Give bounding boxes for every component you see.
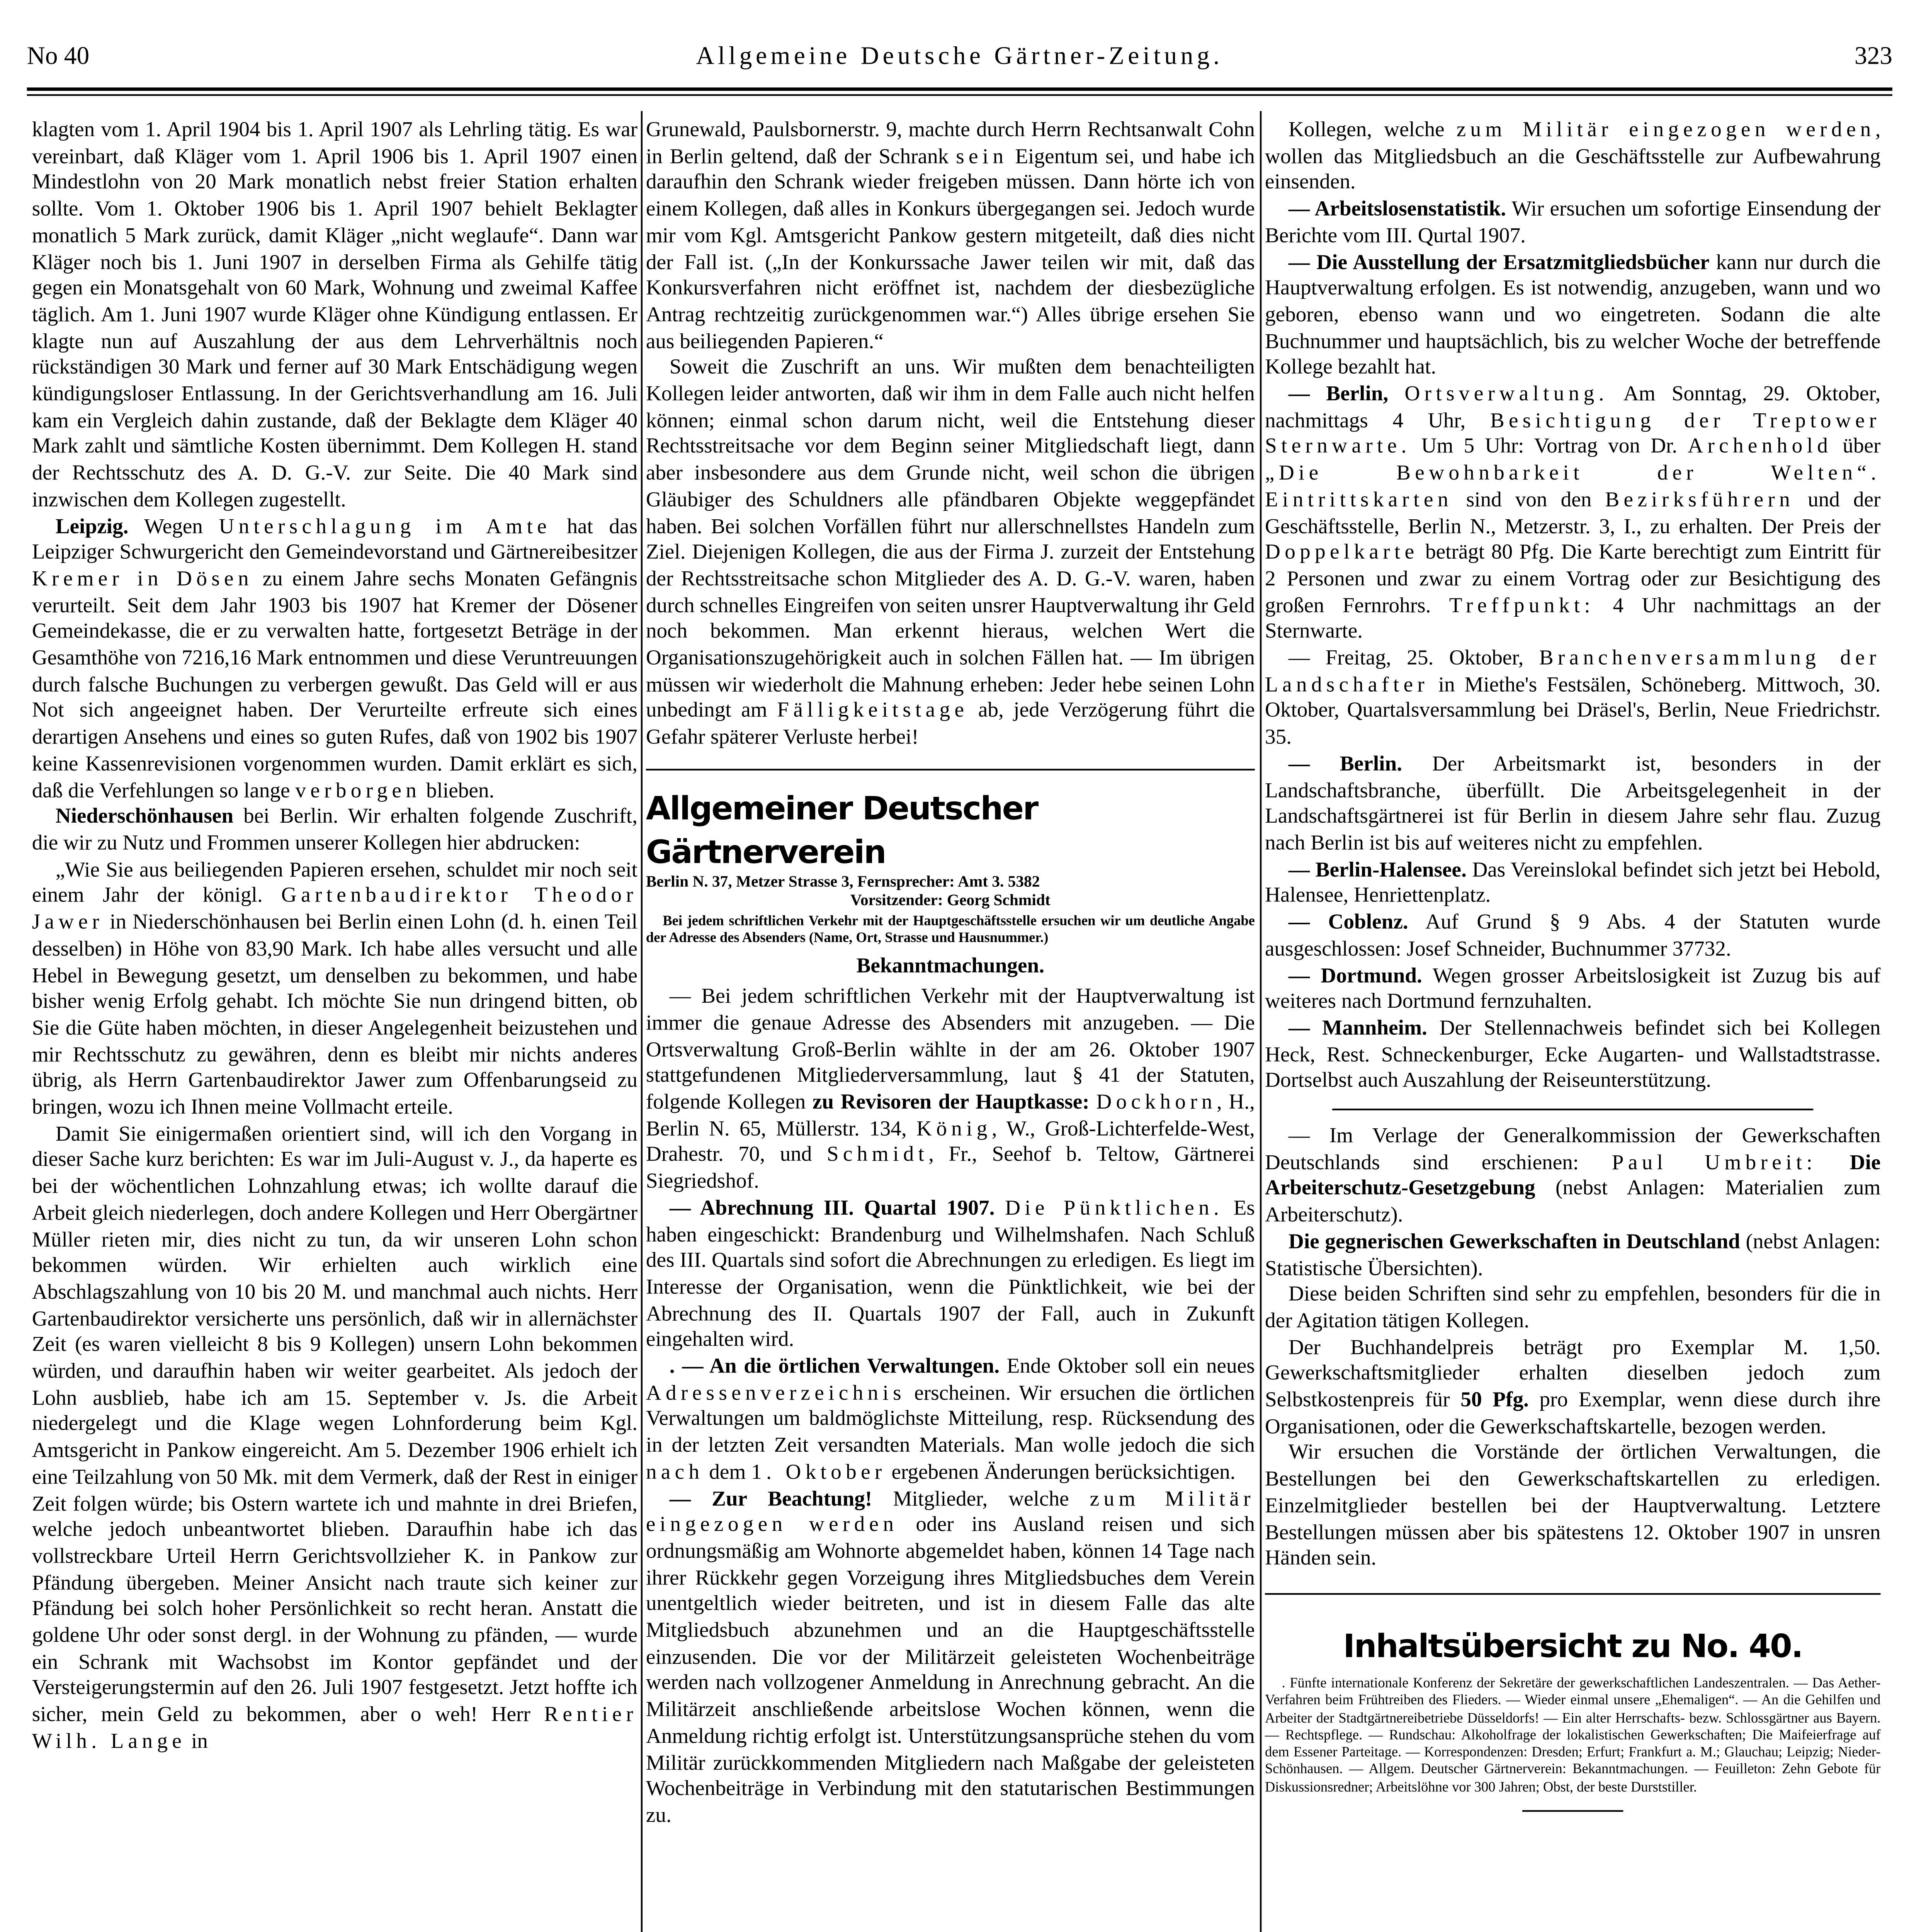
section-rule [1265, 1593, 1880, 1595]
bold-text: — Zur Beachtung! [669, 1486, 872, 1510]
column-2 [646, 118, 1255, 1830]
letter-quote-2 [32, 1122, 637, 1756]
note-berlin-arbeitsmarkt [1265, 752, 1880, 857]
spaced-text: Branchenversammlung der Landschafter [1265, 646, 1881, 696]
end-rule [1522, 1810, 1623, 1812]
spaced-text: Archenhold [1688, 435, 1833, 459]
association-title: Allgemeiner Deutscher Gärtnerverein [646, 790, 1038, 871]
announcement-verwaltungen [646, 1354, 1255, 1486]
text-run: Der Arbeitsmarkt ist, besonders in der Landschaftsbranche, überfüllt. Die Arbeitsgelegenheit in der Landschaftsgärtnerei ist für Berlin in diesem Jahre sehr flau. Zuzug nach Berlin ist bis auf weiteres nicht zu empfehlen. [1265, 752, 1881, 855]
spaced-text: Treffpunkt: [1449, 593, 1595, 617]
text-run: Grunewald, Paulsbornerstr. 9, machte durch Herrn Rechtsanwalt Cohn in Berlin geltend, daß der Schrank [646, 117, 1255, 168]
text-run: hat das Leipziger Schwurgericht den Gemeindevorstand und Gärtnereibesitzer [32, 514, 638, 564]
spaced-text: „Die Bewohnbarkeit der Welten“. [1265, 461, 1881, 485]
bold-text: Die gegnerischen Gewerkschaften in Deutschland [1288, 1229, 1740, 1253]
spaced-text: Bezirksführern [1605, 487, 1795, 511]
announcement-revisors [646, 985, 1255, 1196]
spaced-text: Adressenverzeichnis [646, 1381, 906, 1405]
association-chair: Vorsitzender: Georg Schmidt [850, 894, 1051, 911]
text-run: Soweit die Zuschrift an uns. Wir mußten dem benachteiligten Kollegen leider antworten, daß wir ihm in dem Falle auch nicht helfen können; einmal schon darum nicht, weil die Entstehung dieser Rechtsstreitsache vor dem Beginn seiner Mitgliedschaft liegt, dann aber insbesondere aus dem Grunde nicht, weil schon die übrigen Gläubiger des Schuldners alle pfändbaren Objekte weggepfändet haben. Bei solchen Vorfällen führt nur allerschnellstes Handeln zum Ziel. Diejenigen Kollegen, die aus der Firma J. zurzeit der Entstehung der Rechtsstreitsache schon Mitglieder des A. D. G.-V. waren, haben durch schnelles Eingreifen von seiten unsrer Hauptverwaltung ihr Geld noch bekommen. Man erkennt hieraus, welchen Wert die Organisationszugehörigkeit auch in solchen Fällen hat. — Im übrigen müssen wir wiederholt die Mahnung erheben: Jeder hebe seinen Lohn unbedingt am [646, 355, 1255, 723]
spaced-text: Rentier Wilh. Lange [32, 1702, 638, 1753]
text-run: Der Buchhandelpreis beträgt pro Exemplar M. 1,50. Gewerkschaftsmitglieder erhalten dieselben jedoch zum Selbstkostenpreis für [1265, 1335, 1881, 1412]
text-run: in [186, 1729, 208, 1753]
bold-text: — Abrechnung III. Quartal 1907. [669, 1196, 995, 1219]
bold-text: — Coblenz. [1288, 910, 1408, 934]
spaced-text: verborgen [295, 778, 421, 802]
spaced-text: nach [646, 1460, 704, 1484]
article-text: klagten vom 1. April 1904 bis 1. April 1907 als Lehrling tätig. Es war vereinbart, daß Kläger vom 1. April 1906 bis 1. April 1907 einen Mindestlohn von 20 Mark monatlich nebst freier Station erhalten sollte. Vom 1. Oktober 1906 bis 1. April 1907 behielt Beklagter monatlich 5 Mark zurück, damit Kläger „nicht weglaufe“. Dann war Kläger noch bis 1. Juni 1907 in derselben Firma als Gehilfe tätig gegen ein Monatsgehalt von 60 Mark, Wohnung und zweimal Kaffee täglich. Am 1. Juni 1907 wurde Kläger ohne Kündigung entlassen. Er klagte nun auf Auszahlung der aus dem Lehrverhältnis noch rückständigen 30 Mark und ferner auf 30 Mark Entschädigung wegen kündigungsloser Entlassung. In der Gerichtsverhandlung am 16. Juli kam ein Vergleich dahin zustande, daß der Beklagte dem Kläger 40 Mark zahlt und sämtliche Kosten übernimmt. Dem Kollegen H. stand der Rechtsschutz des A. D. G.-V. zur Seite. Die 40 Mark sind inzwischen dem Kollegen zugestellt. [32, 117, 638, 511]
spaced-text: zum Militär eingezogen werden [1456, 117, 1875, 141]
article-leipzig [32, 514, 637, 804]
text-run: Wir ersuchen um sofortige Einsendung der Berichte vom III. Qurtal 1907. [1265, 197, 1881, 247]
text-run: in Miethe's Festsälen, Schöneberg. Mittwoch, 30. Oktober, Quartalsversammlung bei Dräsel's, Berlin, Neue Friedrichstr. 35. [1265, 672, 1881, 749]
bold-text: — Berlin, [1288, 382, 1389, 406]
text-run: ab, jede Verzögerung führt die Gefahr späterer Verluste herbei! [646, 699, 1255, 749]
note-mannheim [1265, 1016, 1880, 1095]
publication-ordering: Wir ersuchen die Vorstände der örtlichen Verwaltungen, die Bestellungen bei den Gewerkschaftskartellen zu erledigen. Einzelmitglieder bestellen bei der Hauptverwaltung. Letztere Bestellungen müssen aber bis spätestens 12. Oktober 1907 in unsren Händen sein. [1265, 1440, 1881, 1570]
bold-text: — Berlin-Halensee. [1288, 857, 1467, 881]
contents-title: Inhaltsübersicht zu No. 40. [1343, 1628, 1802, 1666]
spaced-text: Dockhorn [1096, 1090, 1217, 1114]
text-run: — Freitag, 25. Oktober, [1288, 646, 1539, 670]
page-header [27, 44, 1892, 87]
spaced-text: Eintrittskarten [1265, 487, 1453, 511]
bold-text: — Mannheim. [1288, 1016, 1427, 1040]
header-rule-thin [27, 94, 1892, 96]
editorial-reply [646, 355, 1255, 752]
page-number: 323 [1854, 44, 1892, 71]
note-halensee [1265, 857, 1880, 910]
text-run: Auf Grund § 9 Abs. 4 der Statuten wurde ausgeschlossen: Josef Schneider, Buchnummer 37732. [1265, 910, 1881, 961]
bold-text: Die Arbeiterschutz-Gesetzgebung [1265, 1150, 1881, 1201]
note-landschafter [1265, 646, 1880, 752]
section-rule [646, 769, 1255, 770]
text-run: Wegen [128, 514, 219, 538]
association-address: Berlin N. 37, Metzer Strasse 3, Fernsprecher: Amt 3. 5382 [646, 874, 1040, 891]
spaced-text: Paul Umbreit: [1612, 1150, 1817, 1174]
spaced-text: Die Pünktlichen. [1005, 1196, 1224, 1219]
text-run: in Niederschönhausen bei Berlin einen Lohn (d. h. einen Teil desselben) in Höhe von 83,90 Mark. Ich habe alles versucht und alle Hebel in Bewegung gesetzt, um denselben zu bekommen, und habe bisher wenig Erfolg gehabt. Ich möchte Sie nun dringend bitten, ob Sie die Güte haben möchten, in dieser Angelegenheit beizustehen und mir Rechtsschutz zu gewähren, denn es bleibt mir nichts anderes übrig, als Herrn Gartenbaudirektor Jawer zum Offenbarungseid zu bringen, wozu ich Ihnen meine Vollmacht erteile. [32, 910, 638, 1119]
text-run: — Im Verlage der Generalkommission der Gewerkschaften Deutschlands sind erschienen: [1265, 1124, 1881, 1174]
column-divider-1 [641, 111, 643, 1932]
spaced-text: sein [956, 144, 1008, 168]
text-run: Kollegen, welche [1288, 117, 1457, 141]
text-run: , H., Berlin N. 65, Müllerstr. 134, [646, 1090, 1255, 1140]
newspaper-title: Allgemeine Deutsche Gärtner-Zeitung. [696, 44, 1224, 71]
bold-text: — Dortmund. [1288, 963, 1422, 987]
spaced-text: Fälligkeitstage [777, 699, 969, 723]
text-run: Damit Sie einigermaßen orientiert sind, will ich den Vorgang in dieser Sache kurz berichten: Es war im Juli-August v. J., da haperte es bei der wöchentlichen Lohnzahlung etwas; ich wollte darauf die Arbeit gleich niederlegen, doch andere Kollegen und Herr Obergärtner Müller rieten mir, dies nicht zu tun, da wir unseren Lohn schon bekommen würden. Wir erhielten auch wirklich eine Abschlagszahlung von 10 bis 20 M. und manchmal auch nichts. Herr Gartenbaudirektor versicherte uns persönlich, daß wir in allernächster Zeit (es waren vielleicht 8 bis 9 Kollegen) unsern Lohn bekommen würden, und daraufhin haben wir weiter gearbeitet. Als jedoch der Lohn ausblieb, habe ich am 15. September v. Js. die Arbeit niedergelegt und die Klage wegen Lohnforderung beim Kgl. Amtsgericht in Pankow eingereicht. Am 5. Dezember 1906 erhielt ich eine Teilzahlung von 50 Mk. mit dem Vermerk, daß der Rest in einiger Zeit folgen würde; bis Ostern wartete ich und mahnte in drei Briefen, welche jedoch unbeantwortet blieben. Daraufhin habe ich das vollstreckbare Urteil Herrn Gerichtsvollzieher K. in Pankow zur Pfändung übergeben. Meiner Ansicht nach traute sich keiner zur Pfändung bei solch hoher Persönlichkeit so recht heran. Anstatt die goldene Uhr oder sonst dergl. in der Wohnung zu pfänden, — wurde ein Schrank mit Wachsobst im Kontor gepfändet und der Versteigerungstermin auf den 26. Juli 1907 festgesetzt. Jetzt hoffte ich sicher, mein Geld zu bekommen, aber o weh! Herr [32, 1121, 638, 1726]
issue-number: No 40 [27, 44, 90, 71]
spaced-text: zum Militär eingezogen werden [646, 1486, 1255, 1536]
note-coblenz [1265, 910, 1880, 963]
text-run: , W., Groß-Lichterfelde-West, Drahestr. 70, und [646, 1116, 1255, 1167]
publication-price [1265, 1335, 1880, 1440]
section-rule [1332, 1109, 1813, 1110]
publication-recommendation: Diese beiden Schriften sind sehr zu empfehlen, besonders für die in der Agitation tätigen Kollegen. [1265, 1282, 1881, 1332]
note-berlin-sternwarte [1265, 382, 1880, 646]
column-3 [1265, 118, 1880, 1812]
text-run: bei Berlin. Wir erhalten folgende Zuschrift, die wir zu Nutz und Frommen unserer Kollegen hier abdrucken: [32, 804, 638, 855]
text-run: Das Vereinslokal befindet sich jetzt bei Hebold, Halensee, Henriettenplatz. [1265, 857, 1881, 908]
text-run: pro Exemplar, wenn diese durch ihre Organisationen, oder die Gewerkschaftskartelle, bezogen werden. [1265, 1388, 1881, 1438]
text-run: ergebenen Änderungen berücksichtigen. [886, 1460, 1236, 1484]
publication-note [1265, 1124, 1880, 1229]
text-run: Um 5 Uhr: Vortrag von Dr. [1411, 435, 1688, 459]
text-run: blieben. [421, 778, 495, 802]
text-run: Am Sonntag, 29. Oktober, nachmittags 4 Uhr, [1265, 382, 1881, 432]
text-run: erscheinen. Wir ersuchen die örtlichen Verwaltungen um baldmöglichste Mitteilung, resp. Rücksendung des in der letzten Zeit versandten Materials. Man wolle jedoch die sich [646, 1381, 1255, 1457]
spaced-text: Besichtigung der Treptower Sternwarte. [1265, 408, 1881, 459]
bold-text: — Berlin. [1288, 752, 1402, 776]
text-run: (nebst Anlagen: Statistische Übersichten). [1265, 1229, 1881, 1280]
text-run: Es haben eingeschickt: Brandenburg und Wilhelmshafen. Nach Schluß des III. Quartals sind sofort die Abrechnungen zu erledigen. Es liegt im Interesse der Organisation, wenn die Pünktlichkeit, wie bei der Abrechnung des II. Quartals 1907 der Fall, auch in Zukunft eingehalten wird. [646, 1196, 1255, 1352]
text-run: Der Stellennachweis befindet sich bei Kollegen Heck, Rest. Schneckenburger, Ecke Augarten- und Wallstadtstrasse. Dortselbst auch Auszahlung der Reiseunterstützung. [1265, 1016, 1881, 1092]
spaced-text: Schmidt [826, 1143, 929, 1167]
contents-list: . Fünfte internationale Konferenz der Sekretäre der gewerkschaftlichen Landeszentralen. — Das Aether-Verfahren beim Frühtreiben des Flieders. — Wieder einmal unsere „Ehemaligen“. — An die Gehilfen und Arbeiter der Stadtgärtnereibetriebe Düsseldorfs! — Ein alter Herrschafts- bezw. Schlossgärtner aus Bayern. — Rechtspflege. — Rundschau: Alkoholfrage der lokalistischen Gewerkschaften; Die Maifeierfrage auf dem Essener Parteitage. — Korrespondenzen: Dresden; Erfurt; Frankfurt a. M.; Glauchau; Leipzig; Nieder-Schönhausen. — Allgem. Deutscher Gärtnerverein: Bekanntmachungen. — Feuilleton: Zehn Gebote für Diskussionsredner; Arbeitslöhne vor 300 Jahren; Obst, der beste Durststiller. [1265, 1675, 1881, 1795]
note-statistics [1265, 197, 1880, 250]
text-run: Ende Oktober soll ein neues [1000, 1354, 1255, 1378]
spaced-text: 1. Oktober [751, 1460, 886, 1484]
note-dortmund [1265, 963, 1880, 1016]
bold-text: zu Revisoren der Hauptkasse: [812, 1090, 1090, 1114]
announcement-beachtung [646, 1486, 1255, 1830]
text-run: sind von den [1452, 487, 1605, 511]
bold-text: . — An die örtlichen Verwaltungen. [669, 1354, 1000, 1378]
spaced-text: Ortsverwaltung. [1404, 382, 1608, 406]
spaced-text: Kremer in Dösen [32, 566, 253, 590]
text-run: Wegen grosser Arbeitslosigkeit ist Zuzug bis auf weiteres nach Dortmund fernzuhalten. [1265, 963, 1881, 1013]
note-ersatzbuecher [1265, 250, 1880, 382]
text-run: oder ins Ausland reisen und sich ordnungsmäßig am Wohnorte abgemeldet haben, können 14 Tage nach ihrer Rückkehr gegen Vorzeigung ihres Mitgliedsbuches dem Verein unentgeltlich wieder beitreten, und ist in diesem Falle das alte Mitgliedsbuch abzunehmen und an die Hauptgeschäftsstelle einzusenden. Die vor der Militärzeit geleisteten Wochenbeiträge werden nach vollzogener Anmeldung in Anrechnung gebracht. An die Militärzeit anschließende arbeitslose Wochen können, wenn die Anmeldung richtig erfolgt ist. Unterstützungsansprüche stehen du vom Militär zurückkommenden Mitgliedern nach Maßgabe der geleisteten Wochenbeiträge in Verbindung mit den statutarischen Bestimmungen zu. [646, 1512, 1255, 1827]
header-rule [27, 87, 1892, 91]
text-run: über [1832, 435, 1881, 459]
text-run: — Bei jedem schriftlichen Verkehr mit der Hauptverwaltung ist immer die genaue Adresse des Absenders mit anzugeben. — Die Ortsverwaltung Groß-Berlin wählte in der am 26. Oktober 1907 stattgefundenen Mitgliederversammlung, laut § 41 der Statuten, folgende Kollegen [646, 984, 1255, 1114]
letter-quote [32, 857, 637, 1122]
spaced-text: Unterschlagung im Amte [219, 514, 551, 538]
text-run: zu einem Jahre sechs Monaten Gefängnis verurteilt. Seit dem Jahr 1903 bis 1907 hat Kremer der Dösener Gemeindekasse, die er zu verwalten hatte, fortgesetzt Beträge in der Gesamthöhe von 7216,16 Mark entnommen und diese Veruntreuungen durch falsche Buchungen zu verbergen gewußt. Das Geld will er aus Not sich angeeignet haben. Der Verurteilte erfreute sich eines derartigen Ansehens und eines so guten Rufes, daß von 1902 bis 1907 keine Kassenrevisionen vorgenommen wurden. Damit erklärt es sich, daß die Verfehlungen so lange [32, 566, 638, 802]
announcements-heading: Bekanntmachungen. [856, 954, 1045, 978]
column-1 [32, 118, 637, 1756]
place-heading: Niederschönhausen [55, 804, 234, 828]
text-run: Mitglieder, welche [872, 1486, 1090, 1510]
place-heading: Leipzig. [55, 514, 129, 538]
text-run: „Wie Sie aus beiliegenden Papieren ersehen, schuldet mir noch seit einem Jahr der königl. [32, 857, 638, 908]
announcement-abrechnung [646, 1196, 1255, 1354]
association-note: Bei jedem schriftlichen Verkehr mit der Hauptgeschäftsstelle ersuchen wir um deutliche Angabe der Adresse des Absenders (Name, Ort, Strasse und Hausnummer.) [646, 913, 1255, 946]
spaced-text: König [916, 1116, 992, 1140]
text-run: kann nur durch die Hauptverwaltung erfolgen. Es ist notwendig, anzugeben, wann und wo geboren, ebenso wann und wo eingetreten. Sodann die alte Buchnummer und hauptsächlich, bis zu welcher Woche der betreffende Kollege bezahlt hat. [1265, 250, 1881, 379]
spaced-text: Doppelkarte [1265, 540, 1419, 564]
text-run: , Fr., Seehof b. Teltow, Gärtnerei Siegriedshof. [646, 1143, 1255, 1193]
text-run: beträgt 80 Pfg. Die Karte berechtigt zum Eintritt für 2 Personen und zwar zu einem Vortrag oder zur Besichtigung des großen Fernrohrs. [1265, 540, 1881, 617]
text-run: , wollen das Mitgliedsbuch an die Geschäftsstelle zur Aufbewahrung einsenden. [1265, 117, 1881, 194]
publication-title-2 [1265, 1230, 1880, 1282]
bold-text: — Die Ausstellung der Ersatzmitgliedsbücher [1288, 250, 1710, 274]
text-run: (nebst Anlagen: Materialien zum Arbeiterschutz). [1265, 1177, 1881, 1227]
text-run: 4 Uhr nachmittags an der Sternwarte. [1265, 593, 1881, 643]
bold-text: — Arbeitslosenstatistik. [1288, 197, 1506, 221]
text-run: dem [704, 1460, 751, 1484]
spaced-text: Gartenbaudirektor Theodor Jawer [32, 884, 638, 934]
article-niederschoenhausen [32, 804, 637, 857]
military-note [1265, 118, 1880, 197]
bold-text: 50 Pfg. [1460, 1388, 1529, 1412]
column-divider-2 [1260, 111, 1261, 1932]
text-run: Eigentum sei, und habe ich daraufhin den Schrank wieder freigeben müssen. Dann hörte ich von einem Kollegen, daß alles in Konkurs übergegangen sei. Jedoch wurde mir vom Kgl. Amtsgericht Pankow gestern mitgeteilt, daß dies nicht der Fall ist. („In der Konkurssache Jawer teilen wir mit, daß das Konkursverfahren nicht eröffnet ist, nachdem der diesbezügliche Antrag rechtzeitig zurückgenommen war.“) Alles übrige ersehen Sie aus beiliegenden Papieren.“ [646, 144, 1255, 353]
letter-continued [646, 118, 1255, 355]
text-run: und der Geschäftsstelle, Berlin N., Metzerstr. 3, I., zu erhalten. Der Preis der [1265, 487, 1881, 538]
